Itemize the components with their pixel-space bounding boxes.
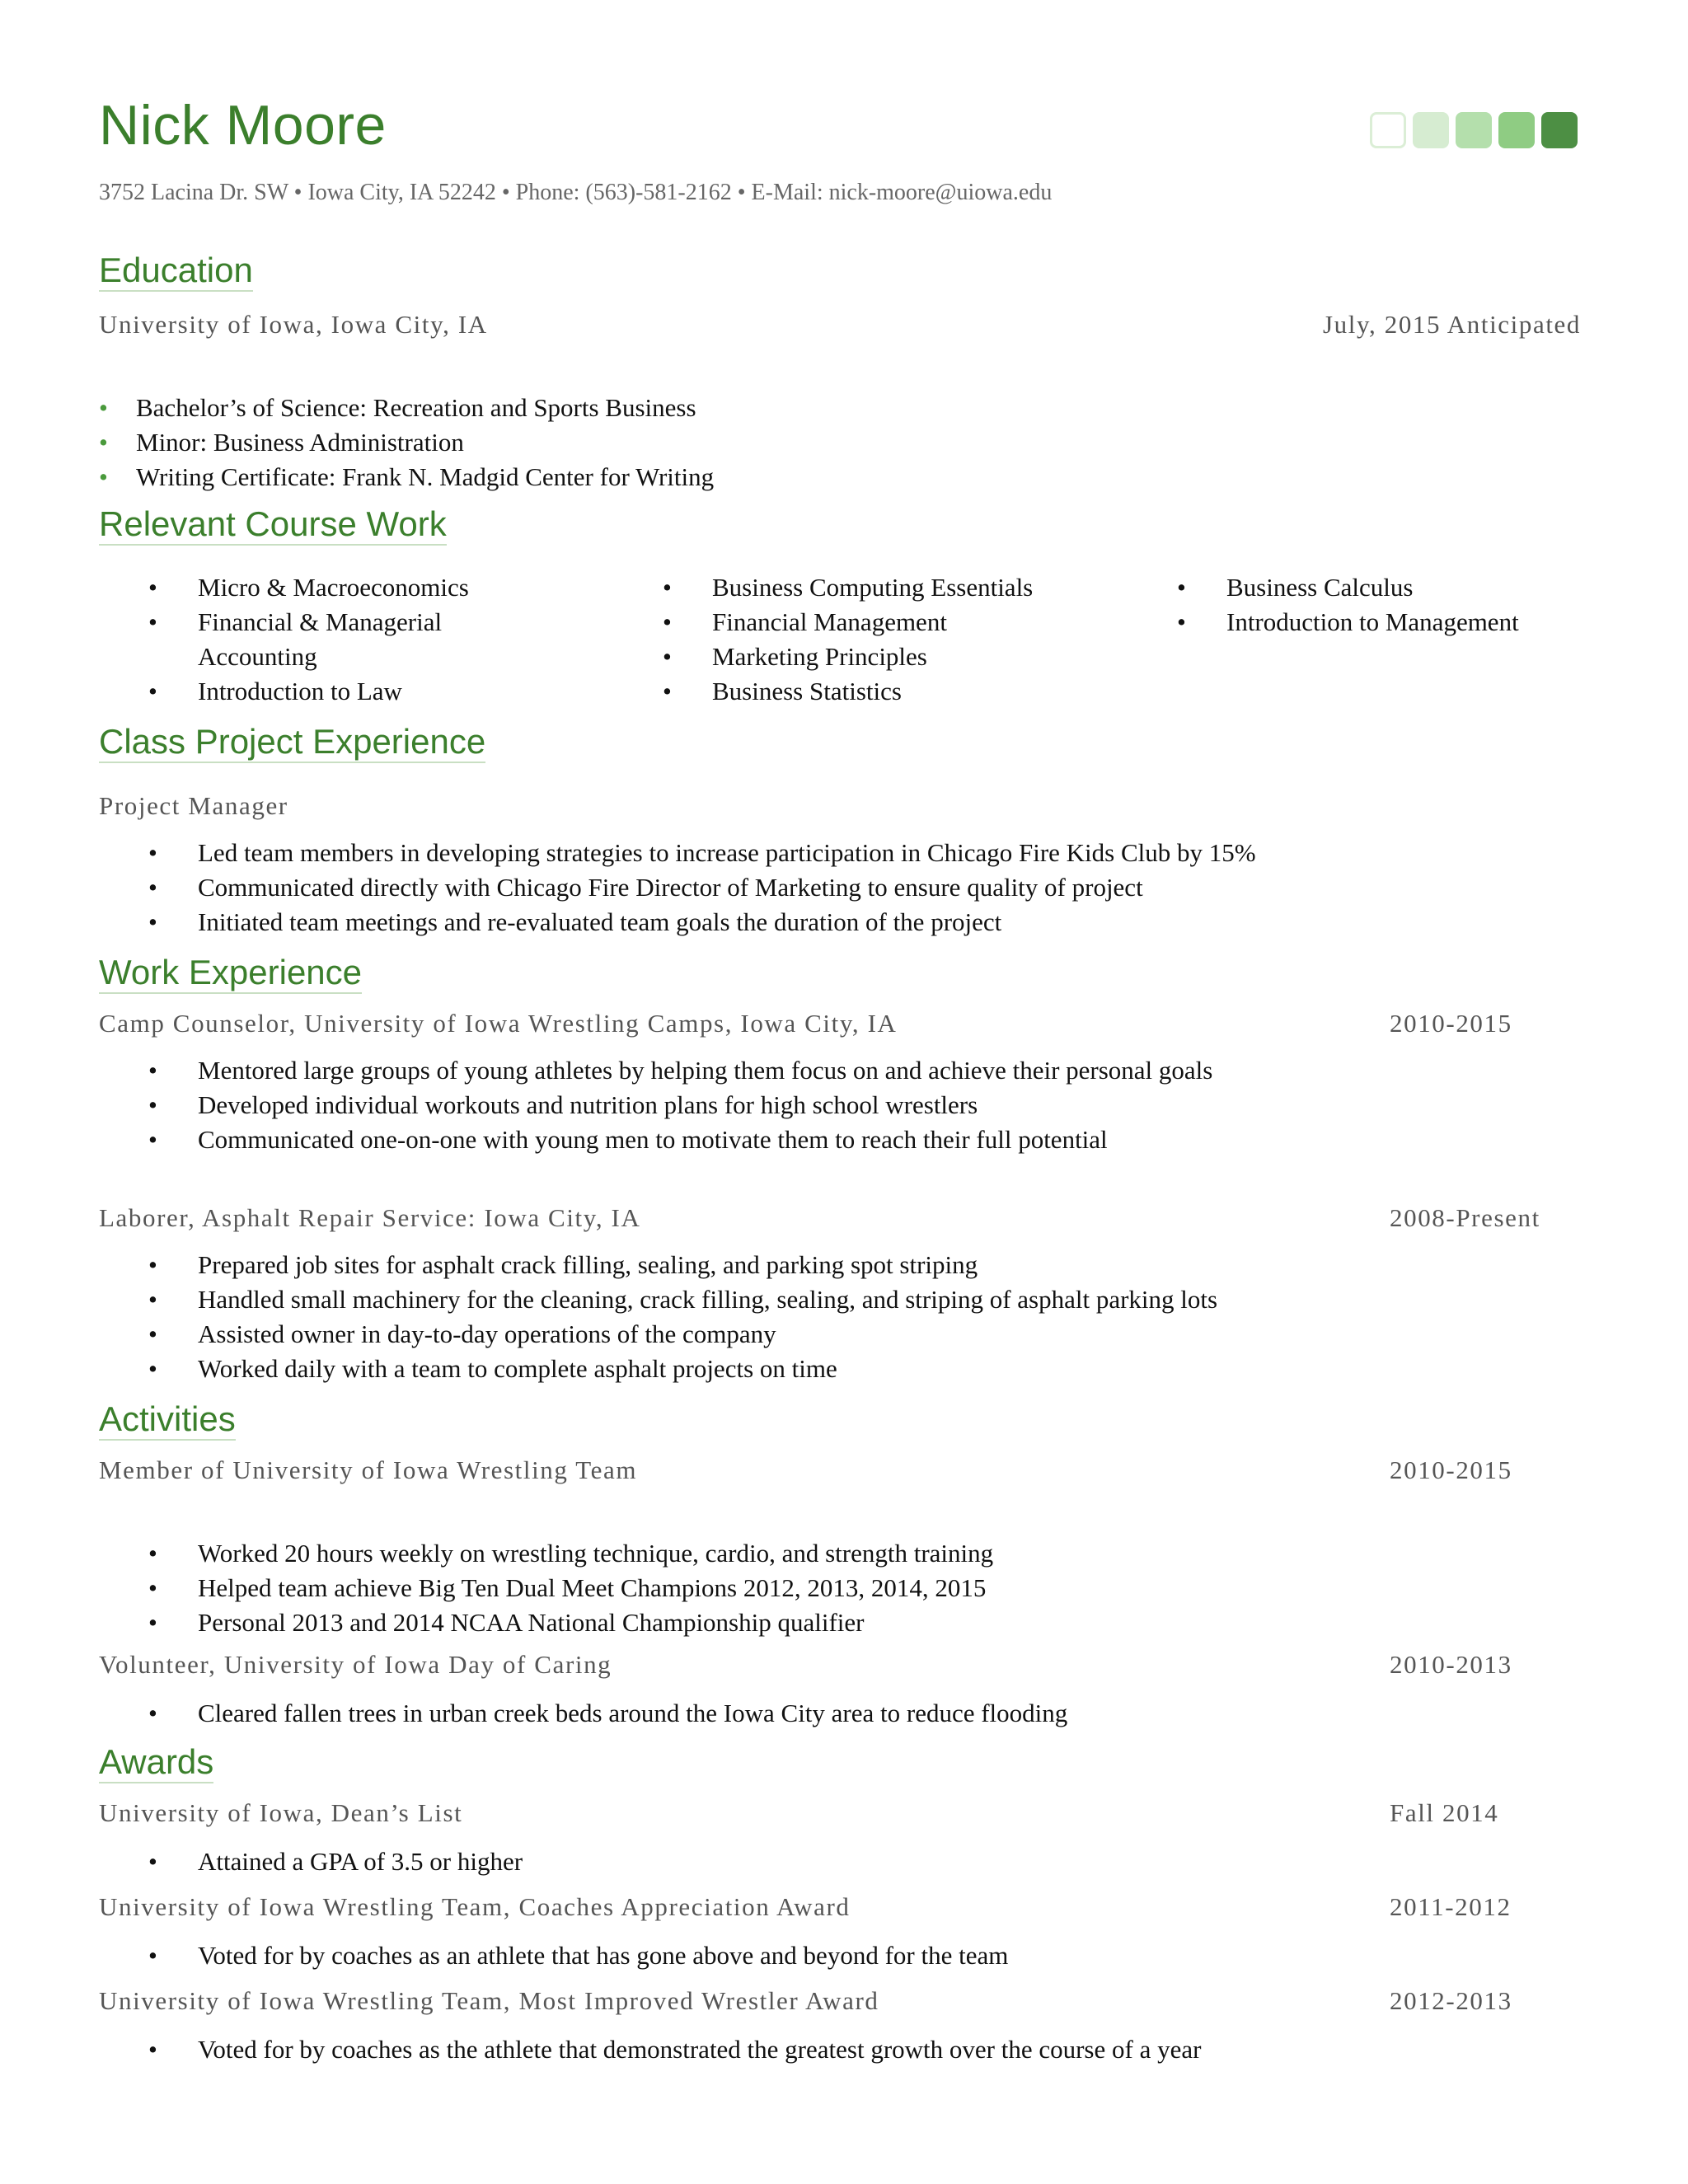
list-item: • Business Statistics [663, 674, 1124, 709]
list-item: • Introduction to Management [1177, 605, 1639, 640]
activity-role-1: Member of University of Iowa Wrestling Team [99, 1455, 638, 1484]
candidate-name: Nick Moore [99, 94, 387, 157]
swatch-5 [1541, 112, 1578, 148]
award-date-2: 2011-2012 [1390, 1892, 1512, 1921]
award-date-3: 2012-2013 [1390, 1986, 1512, 2015]
award-date-1: Fall 2014 [1390, 1798, 1499, 1827]
list-item: • Micro & Macroeconomics [148, 570, 495, 605]
swatch-4 [1498, 112, 1535, 148]
activity-entry-2 [99, 1650, 1589, 1680]
list-item: • Voted for by coaches as the athlete that demonstrated the greatest growth over the course of a year [0, 2032, 1201, 2067]
class-project-role: Project Manager [99, 791, 288, 820]
list-item: • Cleared fallen trees in urban creek beds around the Iowa City area to reduce flooding [0, 1696, 1067, 1731]
coursework-column-3 [1177, 570, 1639, 640]
list-item: • Helped team achieve Big Ten Dual Meet Champions 2012, 2013, 2014, 2015 [0, 1571, 993, 1605]
list-item: • Financial & Managerial Accounting [148, 605, 478, 674]
work-date-1: 2010-2015 [1390, 1009, 1512, 1038]
contact-line: 3752 Lacina Dr. SW • Iowa City, IA 52242 • Phone: (563)-581-2162 • E-Mail: nick-moore@uiowa.edu [99, 180, 1053, 205]
work-entry-2 [99, 1203, 1589, 1233]
work-role-1: Camp Counselor, University of Iowa Wrestling Camps, Iowa City, IA [99, 1009, 898, 1038]
list-item: • Communicated directly with Chicago Fire Director of Marketing to ensure quality of project [0, 870, 1256, 905]
education-date: July, 2015 Anticipated [1322, 310, 1581, 339]
section-title-activities: Activities [99, 1399, 236, 1441]
list-item: • Bachelor’s of Science: Recreation and Sports Business [0, 391, 714, 425]
swatch-1 [1370, 112, 1406, 148]
activity-bullets-1 [0, 1536, 993, 1640]
list-item: • Financial Management [663, 605, 1124, 640]
list-item: • Prepared job sites for asphalt crack filling, sealing, and parking spot striping [0, 1248, 1217, 1282]
award-entry-3 [99, 1986, 1589, 2016]
work-entry-1 [99, 1009, 1589, 1038]
education-entry [99, 310, 1589, 340]
section-title-education: Education [99, 251, 253, 292]
award-entry-1 [99, 1798, 1589, 1828]
class-project-entry [99, 791, 1589, 821]
list-item: • Attained a GPA of 3.5 or higher [0, 1844, 523, 1879]
award-bullets-2 [0, 1938, 1008, 1973]
award-title-3: University of Iowa Wrestling Team, Most Improved Wrestler Award [99, 1986, 879, 2015]
list-item: • Marketing Principles [663, 640, 1124, 674]
award-bullets-3 [0, 2032, 1201, 2067]
coursework-column-2 [663, 570, 1124, 709]
color-swatch-decoration [1370, 112, 1578, 148]
list-item: • Writing Certificate: Frank N. Madgid Center for Writing [0, 460, 714, 494]
list-item: • Developed individual workouts and nutrition plans for high school wrestlers [0, 1088, 1212, 1122]
class-project-bullets [0, 836, 1256, 940]
list-item: • Business Computing Essentials [663, 570, 1124, 605]
list-item: • Initiated team meetings and re-evaluated team goals the duration of the project [0, 905, 1256, 940]
list-item: • Led team members in developing strategies to increase participation in Chicago Fire Kids Club by 15% [0, 836, 1256, 870]
list-item: • Worked daily with a team to complete asphalt projects on time [0, 1352, 1217, 1386]
swatch-2 [1413, 112, 1449, 148]
education-bullets [0, 391, 714, 494]
award-bullets-1 [0, 1844, 523, 1879]
list-item: • Communicated one-on-one with young men to motivate them to reach their full potential [0, 1122, 1212, 1157]
list-item: • Handled small machinery for the cleaning, crack filling, sealing, and striping of asphalt parking lots [0, 1282, 1217, 1317]
list-item: • Worked 20 hours weekly on wrestling technique, cardio, and strength training [0, 1536, 993, 1571]
section-title-work: Work Experience [99, 953, 362, 994]
list-item: • Minor: Business Administration [0, 425, 714, 460]
list-item: • Personal 2013 and 2014 NCAA National Championship qualifier [0, 1605, 993, 1640]
work-bullets-2 [0, 1248, 1217, 1386]
activity-date-1: 2010-2015 [1390, 1455, 1512, 1484]
list-item: • Business Calculus [1177, 570, 1639, 605]
education-school: University of Iowa, Iowa City, IA [99, 310, 488, 339]
list-item: • Mentored large groups of young athletes by helping them focus on and achieve their personal goals [0, 1053, 1212, 1088]
section-title-awards: Awards [99, 1742, 213, 1783]
work-date-2: 2008-Present [1390, 1203, 1540, 1232]
activity-date-2: 2010-2013 [1390, 1650, 1512, 1679]
work-bullets-1 [0, 1053, 1212, 1157]
list-item: • Assisted owner in day-to-day operations of the company [0, 1317, 1217, 1352]
section-title-class-project: Class Project Experience [99, 722, 485, 763]
coursework-column-1 [148, 570, 495, 709]
award-title-1: University of Iowa, Dean’s List [99, 1798, 463, 1827]
list-item: • Voted for by coaches as an athlete that has gone above and beyond for the team [0, 1938, 1008, 1973]
award-title-2: University of Iowa Wrestling Team, Coaches Appreciation Award [99, 1892, 851, 1921]
activity-bullets-2 [0, 1696, 1067, 1731]
award-entry-2 [99, 1892, 1589, 1922]
list-item: • Introduction to Law [148, 674, 495, 709]
work-role-2: Laborer, Asphalt Repair Service: Iowa City, IA [99, 1203, 641, 1232]
activity-entry-1 [99, 1455, 1589, 1485]
section-title-coursework: Relevant Course Work [99, 504, 447, 546]
swatch-3 [1456, 112, 1492, 148]
activity-role-2: Volunteer, University of Iowa Day of Caring [99, 1650, 612, 1679]
